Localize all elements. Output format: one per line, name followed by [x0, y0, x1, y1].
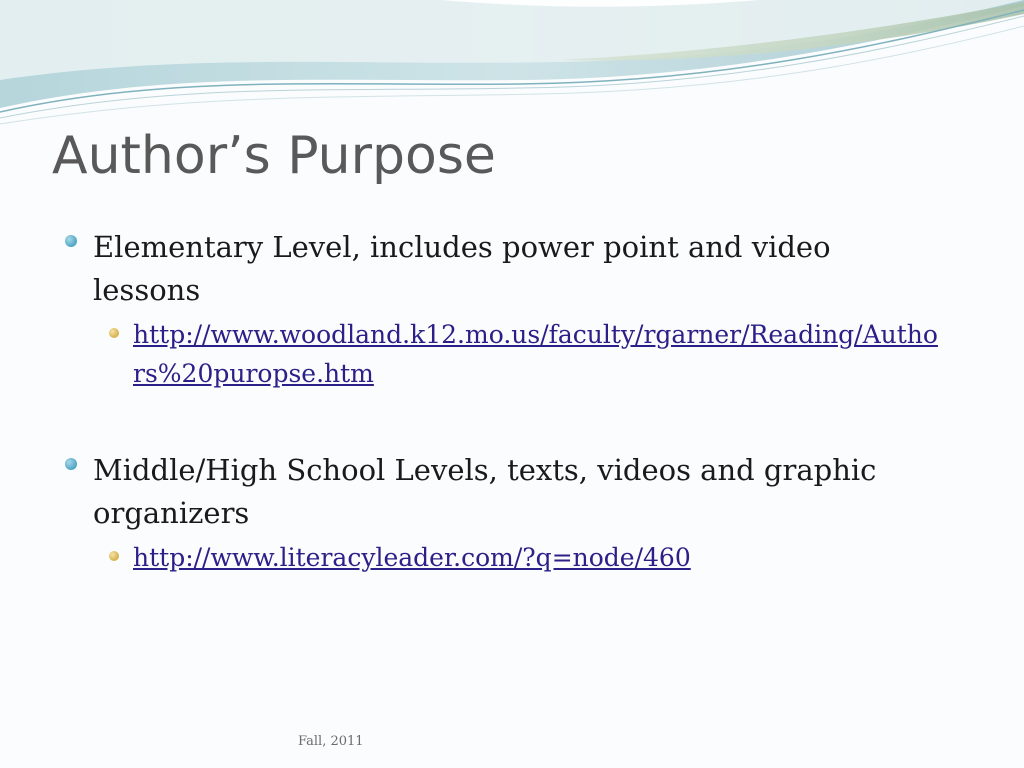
slide-footer: Fall, 2011: [298, 734, 364, 749]
slide-title: Author’s Purpose: [52, 126, 496, 186]
sub-bullet-item-woodland: [133, 315, 948, 393]
sub-bullet-dot-icon: [109, 328, 119, 338]
literacyleader-link[interactable]: http://www.literacyleader.com/?q=node/460: [133, 543, 691, 572]
bullet-item-elementary: [93, 226, 943, 312]
spacer: [0, 393, 1024, 449]
bullet-dot-icon: [65, 235, 77, 247]
woodland-link[interactable]: http://www.woodland.k12.mo.us/faculty/rgarner/Reading/Authors%20puropse.htm: [133, 320, 938, 388]
bullet-text: Elementary Level, includes power point and video lessons: [93, 230, 831, 307]
bullet-dot-icon: [65, 458, 77, 470]
sub-bullet-dot-icon: [109, 551, 119, 561]
bullet-text: Middle/High School Levels, texts, videos and graphic organizers: [93, 453, 877, 530]
bullet-item-middle-high: [93, 449, 943, 535]
bullet-list: [0, 226, 1024, 577]
sub-bullet-item-literacyleader: [133, 538, 948, 577]
wave-decoration: [0, 0, 1024, 130]
